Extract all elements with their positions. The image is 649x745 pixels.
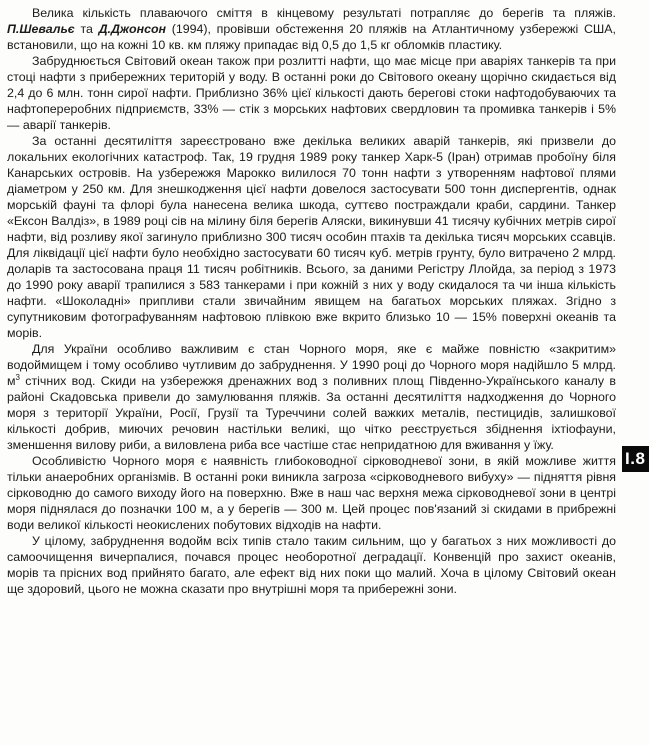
paragraph-text: Для України особливо важливим є стан Чорного моря, яке є майже повністю «закритим» водоймищем і тому особливо чутливим до забруднення. У 1990 році до Чорного моря надійшло 5 млрд. м: [7, 342, 616, 388]
paragraph-text: Велика кількість плаваючого сміття в кінцевому результаті потрапляє до берегів та пляжів.: [32, 6, 616, 20]
paragraph-text: та: [74, 22, 99, 36]
author-name: П.Шевальє: [7, 22, 75, 36]
paragraph-plastic-debris: [7, 5, 616, 53]
paragraph-hydrogen-sulfide: Особливістю Чорного моря є наявність глибоководної сірководневої зони, в якій можливе життя тільки анаеробних організмів. В останні роки виникла загроза «сірководневого вибуху» — підняття рівня сірководню до самого виходу його на поверхню. Вже в наш час верхня межа сірководневої зони в центрі моря піднялася до позначки 100 м, а у берегів — 300 м. Цей процес пов'язаний зі скидами в прибрежні води великої кількості неокислених побутових відходів на нафти.: [7, 454, 616, 532]
author-name: Д.Джонсон: [98, 22, 167, 36]
paragraph-oil-spills: Забруднюється Світовий океан також при розлитті нафти, що має місце при аваріях танкерів та при стоці нафти з прибережних територій у воду. В останні роки до Світового океану щорічно скидається від 2,4 до 6 млн. тонн сирої нафти. Приблизно 36% цієї кількості дають берегові стоки нафтодобуваючих та нафтопереробних підприємств, 33% — стік з морських нафтових свердловин та промивка танкерів і 5% — аварії танкерів.: [7, 54, 616, 132]
superscript: 3: [15, 372, 20, 382]
paragraph-text: (1994), провівши обстеження 20 пляжів на Атлантичному узбережжі США, встановили, що на кожні 10 кв. км пляжу припадає від 0,5 до 1,5 кг обломків пластику.: [7, 22, 616, 52]
paragraph-tanker-accidents: За останні десятиліття зареєстровано вже декілька великих аварій танкерів, які призвели до локальних екологічних катастроф. Так, 19 грудня 1989 року танкер Харк-5 (Іран) отримав пробоїну біля Канарських островів. На узбережжя Марокко вилилося 70 тонн нафти з утворенням нафтової плями діаметром у 250 км. Для знешкодження цієї нафти довелося застосувати 500 тонн диспергентів, однак морській фауні та флорі була нанесена велика шкода, суттєво постраждали краби, сардини. Танкер «Ексон Валдіз», в 1989 році сів на мілину біля берегів Аляски, викинувши 41 тисячу кубічних метрів сирої нафти, від розливу якої загинуло приблизно 300 тисяч особин птахів та декілька тисяч морських ссавців. Для ліквідації цієї нафти було необхідно застосувати 60 тисяч куб. метрів грунту, було витрачено 2 млрд. доларів та застосована праця 11 тисяч робітників. Всього, за даними Регістру Ллойда, за період з 1973 до 1990 року аварії трапилися з 583 танкерами і при кожній з них у воду скидалося та чи інша кількість нафти. «Шоколадні» припливи стали звичайним явищем на багатьох морських пляжах. Згідно з супутниковим фотографуванням нафтовою плівкою вже вкрито близько 10 — 15% поверхні океанів та морів.: [7, 134, 616, 340]
paragraph-text: стічних вод. Скиди на узбережжя дренажних вод з поливних площ Південно-Українського каналу в районі Скадовська привели до замулювання пляжів. За останні десятиліття надходження до Чорного моря з території України, Росії, Грузії та Туреччини солей важких металів, пестицидів, залишкової кількості добрив, миючих речовин настільки великі, що чітко реєструється збіднення іхтіофауни, зменшення вилову риби, а виловлена риба все частіше стає непридатною для вживання у їжу.: [7, 374, 616, 452]
paragraph-black-sea: [7, 341, 616, 453]
body-text: [7, 5, 616, 597]
section-tab: І.8: [622, 446, 649, 472]
paragraph-conclusion: У цілому, забруднення водойм всіх типів стало таким сильним, що у багатьох з них можливості до самоочищення вичерпалися, почався процес необоротної деградації. Конвенцій про захист океанів, морів та прісних вод прийнято багато, але ефект від них поки що малий. Хоча в цілому Світовий океан ще здоровий, цього не можна сказати про внутрішні моря та прибережні зони.: [7, 534, 616, 596]
